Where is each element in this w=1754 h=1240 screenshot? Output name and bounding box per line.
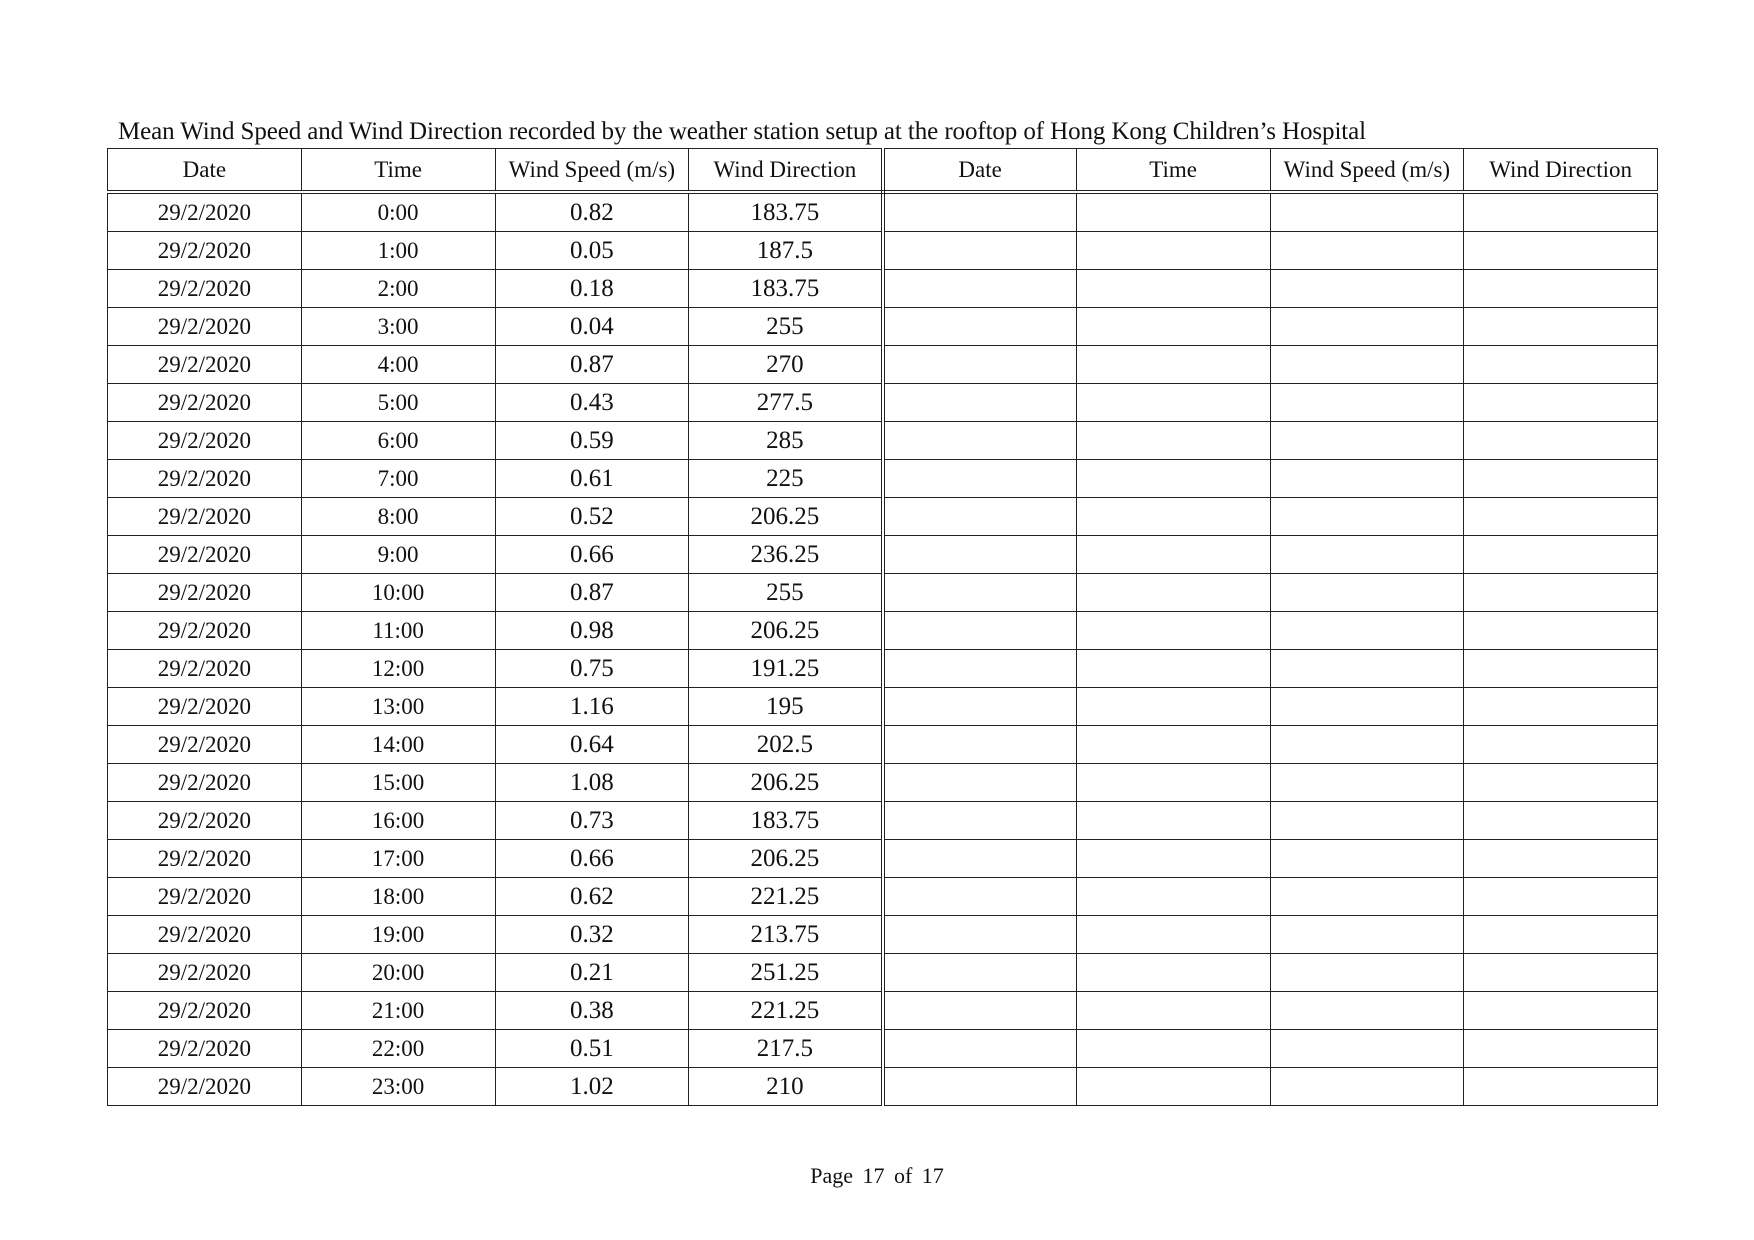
cell-empty — [1464, 802, 1658, 840]
table-row — [108, 270, 1658, 308]
cell-empty — [1076, 346, 1270, 384]
table-row — [108, 764, 1658, 802]
cell-empty — [883, 536, 1077, 574]
cell-empty — [1270, 688, 1464, 726]
header-date: Date — [108, 149, 302, 193]
cell-time: 1:00 — [301, 232, 495, 270]
cell-date: 29/2/2020 — [108, 992, 302, 1030]
cell-date: 29/2/2020 — [108, 954, 302, 992]
cell-date: 29/2/2020 — [108, 764, 302, 802]
cell-empty — [1076, 270, 1270, 308]
cell-wind-direction: 221.25 — [689, 878, 883, 916]
table-row — [108, 954, 1658, 992]
cell-date: 29/2/2020 — [108, 688, 302, 726]
cell-empty — [1464, 1068, 1658, 1106]
header-time-2: Time — [1076, 149, 1270, 193]
cell-wind-speed: 0.51 — [495, 1030, 689, 1068]
cell-date: 29/2/2020 — [108, 878, 302, 916]
cell-empty — [1270, 916, 1464, 954]
cell-empty — [883, 764, 1077, 802]
header-wind-speed-2: Wind Speed (m/s) — [1270, 149, 1464, 193]
cell-date: 29/2/2020 — [108, 536, 302, 574]
cell-wind-speed: 0.87 — [495, 574, 689, 612]
table-row — [108, 422, 1658, 460]
cell-empty — [883, 992, 1077, 1030]
cell-empty — [1076, 384, 1270, 422]
cell-wind-direction: 270 — [689, 346, 883, 384]
cell-empty — [1270, 346, 1464, 384]
cell-date: 29/2/2020 — [108, 422, 302, 460]
table-body — [108, 192, 1658, 1106]
cell-date: 29/2/2020 — [108, 802, 302, 840]
table-row — [108, 346, 1658, 384]
cell-wind-speed: 0.87 — [495, 346, 689, 384]
cell-wind-speed: 0.98 — [495, 612, 689, 650]
cell-empty — [883, 346, 1077, 384]
cell-wind-direction: 206.25 — [689, 840, 883, 878]
table-row — [108, 612, 1658, 650]
cell-empty — [1270, 1068, 1464, 1106]
cell-time: 18:00 — [301, 878, 495, 916]
cell-date: 29/2/2020 — [108, 1030, 302, 1068]
cell-wind-speed: 0.64 — [495, 726, 689, 764]
cell-date: 29/2/2020 — [108, 346, 302, 384]
cell-wind-speed: 0.61 — [495, 460, 689, 498]
cell-empty — [883, 840, 1077, 878]
cell-empty — [1270, 308, 1464, 346]
cell-empty — [1464, 1030, 1658, 1068]
cell-empty — [1270, 270, 1464, 308]
cell-empty — [1270, 954, 1464, 992]
table-row — [108, 726, 1658, 764]
cell-empty — [883, 1068, 1077, 1106]
cell-wind-speed: 0.04 — [495, 308, 689, 346]
cell-empty — [883, 878, 1077, 916]
cell-empty — [1464, 270, 1658, 308]
cell-wind-speed: 0.66 — [495, 536, 689, 574]
cell-empty — [1270, 764, 1464, 802]
cell-empty — [1270, 612, 1464, 650]
cell-wind-speed: 1.16 — [495, 688, 689, 726]
cell-time: 11:00 — [301, 612, 495, 650]
table-row — [108, 878, 1658, 916]
cell-empty — [1464, 764, 1658, 802]
cell-wind-speed: 0.73 — [495, 802, 689, 840]
cell-date: 29/2/2020 — [108, 574, 302, 612]
cell-wind-speed: 0.05 — [495, 232, 689, 270]
cell-wind-direction: 187.5 — [689, 232, 883, 270]
cell-empty — [1076, 192, 1270, 232]
cell-wind-speed: 0.18 — [495, 270, 689, 308]
cell-empty — [1464, 232, 1658, 270]
cell-empty — [1076, 536, 1270, 574]
cell-date: 29/2/2020 — [108, 726, 302, 764]
cell-date: 29/2/2020 — [108, 460, 302, 498]
cell-wind-speed: 0.75 — [495, 650, 689, 688]
header-wind-speed: Wind Speed (m/s) — [495, 149, 689, 193]
cell-wind-direction: 221.25 — [689, 992, 883, 1030]
cell-empty — [1076, 308, 1270, 346]
cell-date: 29/2/2020 — [108, 612, 302, 650]
table-header-row — [108, 149, 1658, 193]
table-row — [108, 1068, 1658, 1106]
cell-wind-direction: 251.25 — [689, 954, 883, 992]
cell-empty — [883, 688, 1077, 726]
cell-wind-speed: 0.32 — [495, 916, 689, 954]
cell-wind-direction: 255 — [689, 308, 883, 346]
cell-wind-direction: 236.25 — [689, 536, 883, 574]
cell-empty — [1076, 232, 1270, 270]
cell-date: 29/2/2020 — [108, 840, 302, 878]
table-row — [108, 1030, 1658, 1068]
cell-wind-speed: 0.52 — [495, 498, 689, 536]
cell-empty — [1464, 536, 1658, 574]
wind-data-table — [107, 148, 1658, 1106]
cell-empty — [883, 650, 1077, 688]
cell-empty — [1464, 384, 1658, 422]
table-caption: Mean Wind Speed and Wind Direction recorded by the weather station setup at the rooftop of Hong Kong Children’s Hospital — [118, 118, 1366, 145]
cell-empty — [883, 422, 1077, 460]
cell-empty — [883, 574, 1077, 612]
cell-empty — [1076, 498, 1270, 536]
cell-wind-speed: 0.59 — [495, 422, 689, 460]
cell-empty — [883, 726, 1077, 764]
cell-time: 9:00 — [301, 536, 495, 574]
page-number: Page 17 of 17 — [810, 1163, 944, 1188]
cell-wind-speed: 0.43 — [495, 384, 689, 422]
cell-empty — [883, 460, 1077, 498]
cell-time: 4:00 — [301, 346, 495, 384]
table-row — [108, 574, 1658, 612]
cell-empty — [1464, 726, 1658, 764]
table-row — [108, 498, 1658, 536]
cell-time: 12:00 — [301, 650, 495, 688]
cell-empty — [1270, 878, 1464, 916]
cell-empty — [1464, 498, 1658, 536]
cell-wind-direction: 195 — [689, 688, 883, 726]
cell-empty — [883, 232, 1077, 270]
cell-empty — [1464, 954, 1658, 992]
cell-empty — [1270, 840, 1464, 878]
cell-date: 29/2/2020 — [108, 232, 302, 270]
cell-empty — [1076, 574, 1270, 612]
cell-empty — [1076, 726, 1270, 764]
cell-empty — [1076, 802, 1270, 840]
cell-empty — [1464, 840, 1658, 878]
cell-empty — [1464, 992, 1658, 1030]
cell-wind-direction: 206.25 — [689, 764, 883, 802]
table-row — [108, 650, 1658, 688]
cell-time: 14:00 — [301, 726, 495, 764]
cell-empty — [1464, 612, 1658, 650]
cell-empty — [883, 270, 1077, 308]
table-row — [108, 232, 1658, 270]
table-row — [108, 916, 1658, 954]
cell-wind-direction: 206.25 — [689, 498, 883, 536]
cell-empty — [1464, 422, 1658, 460]
cell-empty — [1270, 192, 1464, 232]
cell-empty — [1076, 612, 1270, 650]
cell-wind-speed: 0.21 — [495, 954, 689, 992]
cell-empty — [1076, 954, 1270, 992]
header-wind-direction-2: Wind Direction — [1464, 149, 1658, 193]
table-row — [108, 802, 1658, 840]
cell-wind-direction: 277.5 — [689, 384, 883, 422]
cell-time: 20:00 — [301, 954, 495, 992]
cell-empty — [1464, 688, 1658, 726]
cell-wind-speed: 0.62 — [495, 878, 689, 916]
cell-empty — [883, 384, 1077, 422]
cell-empty — [1270, 726, 1464, 764]
cell-date: 29/2/2020 — [108, 650, 302, 688]
cell-empty — [1076, 992, 1270, 1030]
header-wind-direction: Wind Direction — [689, 149, 883, 193]
cell-date: 29/2/2020 — [108, 384, 302, 422]
cell-empty — [1076, 764, 1270, 802]
cell-wind-direction: 285 — [689, 422, 883, 460]
cell-wind-speed: 0.38 — [495, 992, 689, 1030]
cell-time: 6:00 — [301, 422, 495, 460]
cell-empty — [1076, 1068, 1270, 1106]
table-row — [108, 308, 1658, 346]
header-date-2: Date — [883, 149, 1077, 193]
cell-empty — [883, 192, 1077, 232]
cell-empty — [1270, 460, 1464, 498]
cell-wind-speed: 1.08 — [495, 764, 689, 802]
table-row — [108, 688, 1658, 726]
cell-empty — [1464, 308, 1658, 346]
header-time: Time — [301, 149, 495, 193]
cell-time: 10:00 — [301, 574, 495, 612]
cell-empty — [1464, 916, 1658, 954]
cell-empty — [883, 498, 1077, 536]
cell-empty — [1464, 574, 1658, 612]
cell-wind-direction: 183.75 — [689, 192, 883, 232]
cell-time: 7:00 — [301, 460, 495, 498]
cell-empty — [883, 954, 1077, 992]
table-row — [108, 384, 1658, 422]
cell-empty — [1270, 536, 1464, 574]
cell-time: 19:00 — [301, 916, 495, 954]
cell-wind-direction: 225 — [689, 460, 883, 498]
cell-wind-direction: 183.75 — [689, 802, 883, 840]
cell-wind-direction: 191.25 — [689, 650, 883, 688]
cell-time: 22:00 — [301, 1030, 495, 1068]
cell-time: 15:00 — [301, 764, 495, 802]
cell-time: 16:00 — [301, 802, 495, 840]
cell-empty — [1076, 650, 1270, 688]
cell-empty — [1270, 384, 1464, 422]
cell-wind-speed: 0.66 — [495, 840, 689, 878]
cell-empty — [1464, 650, 1658, 688]
table-row — [108, 840, 1658, 878]
cell-empty — [1076, 688, 1270, 726]
cell-empty — [1270, 422, 1464, 460]
table-row — [108, 536, 1658, 574]
table-row — [108, 992, 1658, 1030]
cell-time: 2:00 — [301, 270, 495, 308]
cell-wind-direction: 213.75 — [689, 916, 883, 954]
cell-time: 0:00 — [301, 192, 495, 232]
cell-empty — [1464, 192, 1658, 232]
cell-date: 29/2/2020 — [108, 308, 302, 346]
table-row — [108, 192, 1658, 232]
cell-wind-direction: 210 — [689, 1068, 883, 1106]
cell-empty — [883, 916, 1077, 954]
cell-wind-speed: 1.02 — [495, 1068, 689, 1106]
cell-empty — [883, 308, 1077, 346]
cell-empty — [1270, 574, 1464, 612]
cell-empty — [1076, 916, 1270, 954]
cell-empty — [1464, 346, 1658, 384]
cell-empty — [883, 612, 1077, 650]
cell-time: 23:00 — [301, 1068, 495, 1106]
cell-date: 29/2/2020 — [108, 192, 302, 232]
cell-empty — [1076, 840, 1270, 878]
cell-empty — [1270, 992, 1464, 1030]
cell-empty — [1076, 422, 1270, 460]
cell-wind-direction: 255 — [689, 574, 883, 612]
cell-date: 29/2/2020 — [108, 270, 302, 308]
cell-empty — [1270, 1030, 1464, 1068]
cell-empty — [1270, 498, 1464, 536]
cell-wind-direction: 202.5 — [689, 726, 883, 764]
cell-empty — [883, 802, 1077, 840]
cell-time: 8:00 — [301, 498, 495, 536]
cell-empty — [1270, 232, 1464, 270]
cell-time: 13:00 — [301, 688, 495, 726]
cell-time: 5:00 — [301, 384, 495, 422]
cell-wind-speed: 0.82 — [495, 192, 689, 232]
cell-empty — [1076, 460, 1270, 498]
cell-empty — [1464, 878, 1658, 916]
cell-empty — [883, 1030, 1077, 1068]
cell-time: 21:00 — [301, 992, 495, 1030]
cell-wind-direction: 183.75 — [689, 270, 883, 308]
cell-empty — [1270, 650, 1464, 688]
cell-empty — [1270, 802, 1464, 840]
cell-date: 29/2/2020 — [108, 916, 302, 954]
cell-date: 29/2/2020 — [108, 498, 302, 536]
cell-wind-direction: 206.25 — [689, 612, 883, 650]
cell-empty — [1076, 878, 1270, 916]
cell-empty — [1464, 460, 1658, 498]
cell-wind-direction: 217.5 — [689, 1030, 883, 1068]
cell-time: 3:00 — [301, 308, 495, 346]
cell-time: 17:00 — [301, 840, 495, 878]
cell-empty — [1076, 1030, 1270, 1068]
table-row — [108, 460, 1658, 498]
cell-date: 29/2/2020 — [108, 1068, 302, 1106]
